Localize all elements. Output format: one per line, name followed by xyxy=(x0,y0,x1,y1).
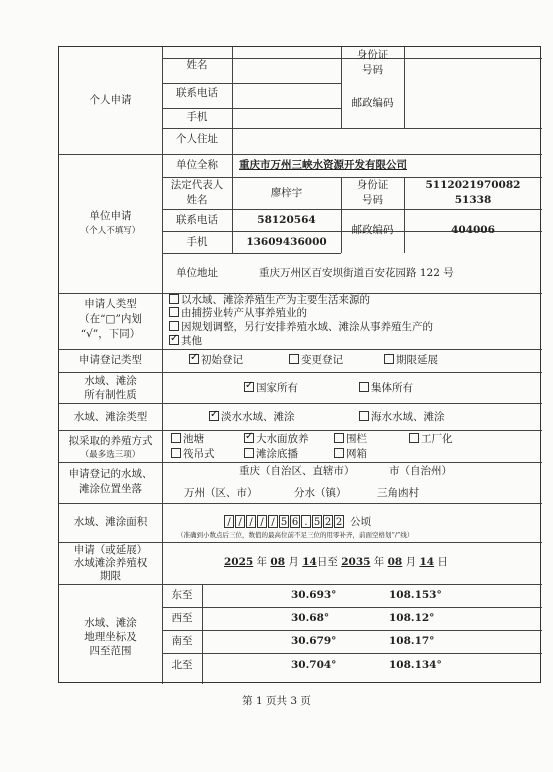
location-village: 三角凼村 xyxy=(377,487,419,499)
id-label-2: 号码 xyxy=(362,64,383,76)
location-province: 重庆（自治区、直辖市） xyxy=(239,465,355,477)
applicant-type-label-1: 申请人类型 xyxy=(84,298,137,310)
area-digit: / xyxy=(235,515,245,528)
unit-section-label: 单位申请 xyxy=(89,210,132,222)
checkbox-checked-icon xyxy=(209,411,219,421)
coord-lat-east: 30.693° xyxy=(291,589,337,601)
phone-label: 联系电话 xyxy=(176,87,218,99)
method-option-tidal[interactable]: 滩涂底播 xyxy=(244,448,298,461)
checkbox-icon xyxy=(334,433,344,443)
coords-label-3: 四至范围 xyxy=(89,645,132,657)
water-type-label: 水域、滩涂类型 xyxy=(73,411,148,423)
unit-section-note: （个人不填写） xyxy=(80,226,141,236)
unit-postal-label: 邮政编码 xyxy=(351,224,394,236)
start-year: 2025 xyxy=(224,556,254,568)
period-label-2: 水域滩涂养殖权 xyxy=(73,557,148,569)
checkbox-icon xyxy=(359,382,369,392)
method-option-large-water[interactable]: ✓ 大水面放养 xyxy=(244,433,309,446)
method-option-fence[interactable]: 围栏 xyxy=(334,433,367,446)
unit-id-label-2: 号码 xyxy=(362,194,383,206)
reg-option-extend[interactable]: 期限延展 xyxy=(384,354,438,367)
coord-dir-south: 南至 xyxy=(171,635,193,647)
area-label: 水域、滩涂面积 xyxy=(73,516,148,528)
end-month: 08 xyxy=(387,556,403,568)
reg-option-change[interactable]: 变更登记 xyxy=(289,354,343,367)
end-day: 14 xyxy=(419,556,435,568)
ownership-option-state[interactable]: ✓国家所有 xyxy=(244,382,298,395)
id-label-1: 身份证 xyxy=(356,49,389,61)
legal-rep-label-1: 法定代表人 xyxy=(170,179,224,191)
area-digit: / xyxy=(224,515,234,528)
area-digit: . xyxy=(301,515,311,528)
location-county: 万州（区、市） xyxy=(184,487,258,499)
checkbox-icon xyxy=(359,411,369,421)
area-digit: 2 xyxy=(335,517,343,528)
method-option-raft[interactable]: 筏吊式 xyxy=(171,448,215,461)
applicant-type-label-2: （在“□”内划 xyxy=(79,313,142,325)
method-option-cage[interactable]: 网箱 xyxy=(334,448,367,461)
checkbox-icon xyxy=(171,433,181,443)
applicant-option-4[interactable]: ✓其他 xyxy=(169,335,202,348)
area-digit: 5 xyxy=(313,517,321,528)
period-label-1: 申请（或延展） xyxy=(73,544,148,556)
method-label-2: （最多选三项） xyxy=(80,450,141,460)
area-note: （准确到小数点后三位，数值的最高位前不足三位的用零补齐，前面空格划“/”线） xyxy=(177,531,414,539)
coord-lon-south: 108.17° xyxy=(389,635,435,647)
method-option-pond[interactable]: 池塘 xyxy=(171,433,204,446)
area-digit-boxes xyxy=(224,510,371,529)
application-form xyxy=(58,46,541,683)
checkbox-icon xyxy=(171,448,181,458)
coord-dir-north: 北至 xyxy=(171,659,193,671)
water-option-sea[interactable]: 海水水域、滩涂 xyxy=(359,411,445,424)
area-digit: 5 xyxy=(280,517,288,528)
unit-postal-value: 404006 xyxy=(451,224,495,236)
checkbox-icon xyxy=(409,433,419,443)
coord-lat-south: 30.679° xyxy=(291,635,337,647)
coord-lat-west: 30.68° xyxy=(291,612,330,624)
name-label: 姓名 xyxy=(186,59,208,71)
coord-dir-east: 东至 xyxy=(171,589,193,601)
checkbox-icon xyxy=(334,448,344,458)
unit-phone-label: 联系电话 xyxy=(176,214,218,226)
location-label-2: 滩涂位置坐落 xyxy=(79,483,142,495)
unit-address-label: 单位地址 xyxy=(176,267,218,279)
checkbox-icon xyxy=(384,354,394,364)
checkbox-checked-icon xyxy=(189,354,199,364)
page-footer: 第 1 页共 3 页 xyxy=(242,695,311,707)
reg-option-initial[interactable]: ✓ 初始登记 xyxy=(189,354,243,367)
checkbox-icon xyxy=(289,354,299,364)
checkbox-icon xyxy=(169,321,179,331)
coord-lon-west: 108.12° xyxy=(389,612,435,624)
checkbox-checked-icon xyxy=(169,335,179,345)
coord-lat-north: 30.704° xyxy=(291,659,337,671)
unit-address-value: 重庆万州区百安坝街道百安花园路 122 号 xyxy=(259,267,454,279)
unit-mobile-label: 手机 xyxy=(186,236,208,248)
method-label-1: 拟采取的养殖方式 xyxy=(68,435,153,447)
water-option-fresh[interactable]: ✓ 淡水水域、滩涂 xyxy=(209,411,295,424)
checkbox-checked-icon xyxy=(244,382,254,392)
legal-rep-label-2: 姓名 xyxy=(186,194,208,206)
applicant-option-3[interactable]: 因规划调整，另行安排养殖水域、滩涂从事养殖生产的 xyxy=(169,321,433,334)
unit-mobile-value: 13609436000 xyxy=(246,236,327,248)
unit-fullname-label: 单位全称 xyxy=(176,159,218,171)
location-city: 市（自治州） xyxy=(389,465,452,477)
area-digit: 2 xyxy=(324,517,332,528)
applicant-option-2[interactable]: 由捕捞业转产从事养殖业的 xyxy=(169,307,307,320)
unit-fullname-value: 重庆市万州三峡水资源开发有限公司 xyxy=(239,159,407,171)
coord-lon-east: 108.153° xyxy=(389,589,442,601)
applicant-type-label-3: “√”，下同） xyxy=(80,328,141,340)
coords-label-2: 地理坐标及 xyxy=(84,631,137,643)
area-digit: / xyxy=(268,515,278,528)
unit-id-value-2: 51338 xyxy=(454,194,492,206)
unit-id-label-1: 身份证 xyxy=(356,179,389,191)
mobile-label: 手机 xyxy=(186,111,208,123)
address-label: 个人住址 xyxy=(176,133,218,145)
area-digit: / xyxy=(246,515,256,528)
ownership-label-2: 所有制性质 xyxy=(84,389,137,401)
checkbox-icon xyxy=(169,307,179,317)
checkbox-icon xyxy=(244,448,254,458)
applicant-option-1[interactable]: 以水域、滩涂养殖生产为主要生活来源的 xyxy=(169,294,370,307)
unit-id-value-1: 5112021970082 xyxy=(425,179,521,191)
location-town: 分水（镇） xyxy=(294,487,347,499)
area-digit: / xyxy=(257,515,267,528)
coord-lon-north: 108.134° xyxy=(389,659,442,671)
ownership-label-1: 水域、滩涂 xyxy=(84,375,137,387)
location-label-1: 申请登记的水域、 xyxy=(68,468,153,480)
start-month: 08 xyxy=(270,556,286,568)
postal-label: 邮政编码 xyxy=(351,97,394,109)
area-digit: 6 xyxy=(291,517,299,528)
checkbox-checked-icon xyxy=(244,433,254,443)
coord-dir-west: 西至 xyxy=(171,612,193,624)
period-label-3: 期限 xyxy=(100,570,121,582)
legal-rep-value: 廖梓宇 xyxy=(270,187,303,199)
period-range: 2025 年 08 月 14日至 2035 年 08 月 14 日 xyxy=(224,556,448,568)
reg-type-label: 申请登记类型 xyxy=(79,354,142,366)
ownership-option-collective[interactable]: 集体所有 xyxy=(359,382,413,395)
personal-section-label: 个人申请 xyxy=(89,94,132,106)
area-unit: 公顷 xyxy=(350,516,372,528)
method-option-factory[interactable]: 工厂化 xyxy=(409,433,453,446)
unit-phone-value: 58120564 xyxy=(257,214,316,226)
coords-label-1: 水域、滩涂 xyxy=(84,617,137,629)
checkbox-icon xyxy=(169,294,179,304)
end-year: 2035 xyxy=(341,556,371,568)
start-day: 14 xyxy=(302,556,317,568)
